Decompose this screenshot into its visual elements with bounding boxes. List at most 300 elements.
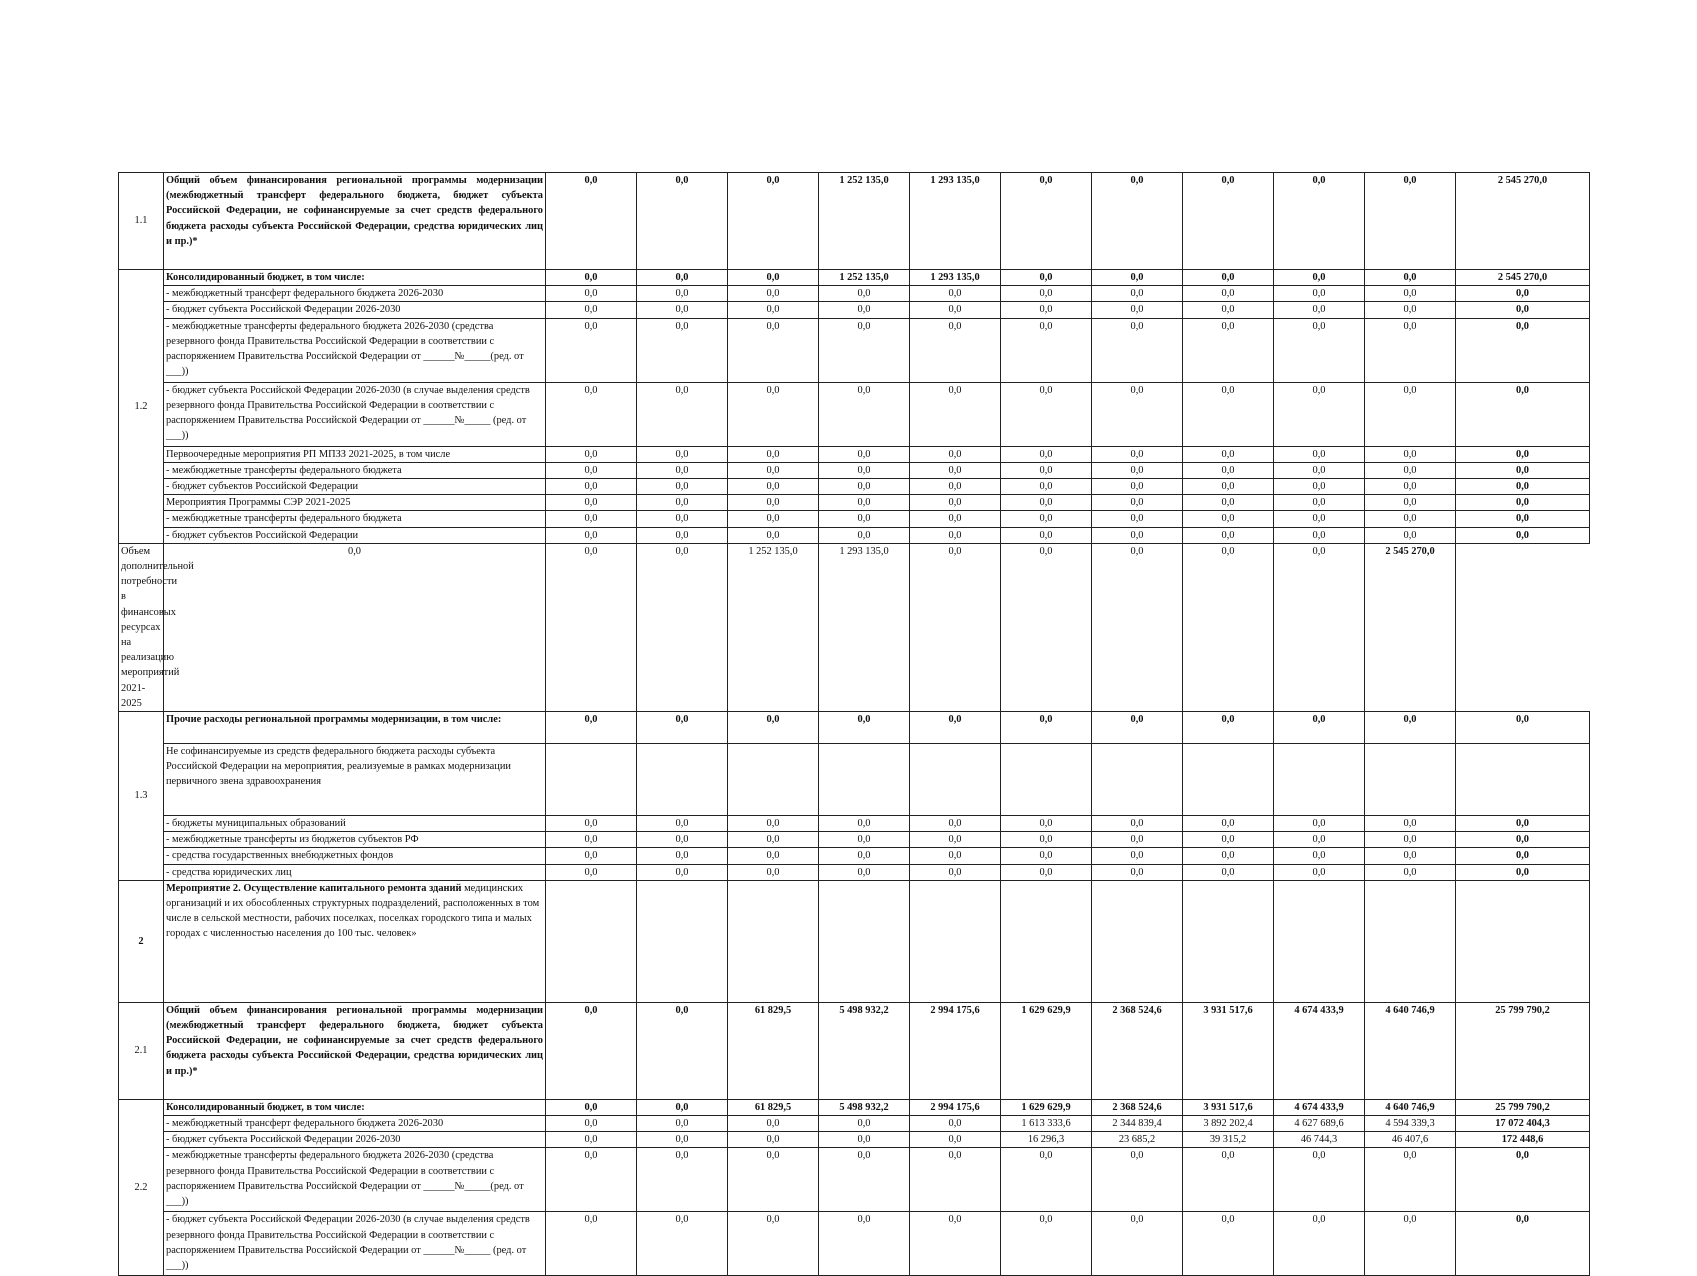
total-value-cell: 25 799 790,2	[1456, 1002, 1590, 1099]
year-value-cell: 0,0	[1001, 495, 1092, 511]
year-value-cell: 0,0	[1092, 712, 1183, 744]
year-value-cell: 0,0	[819, 446, 910, 462]
year-value-cell: 23 685,2	[1092, 1132, 1183, 1148]
year-value-cell: 0,0	[1365, 712, 1456, 744]
row-description-cell	[164, 864, 546, 880]
table-row	[119, 495, 1590, 511]
table-row	[119, 479, 1590, 495]
year-value-cell: 0,0	[1365, 286, 1456, 302]
row-description-text: - межбюджетные трансферты федерального бюджета	[166, 513, 402, 525]
year-value-cell: 0,0	[546, 832, 637, 848]
year-value-cell: 2 994 175,6	[910, 1002, 1001, 1099]
year-value-cell: 0,0	[819, 462, 910, 478]
table-row	[119, 1002, 1590, 1099]
row-description-text: - межбюджетные трансферты из бюджетов субъектов РФ	[166, 834, 419, 846]
row-description-cell	[164, 1116, 546, 1132]
year-value-cell: 0,0	[1183, 712, 1274, 744]
table-row	[119, 302, 1590, 318]
table-row	[119, 462, 1590, 478]
row-description-cell	[164, 816, 546, 832]
year-value-cell: 0,0	[1001, 1212, 1092, 1276]
year-value-cell: 0,0	[728, 832, 819, 848]
year-value-cell: 0,0	[546, 864, 637, 880]
row-description-text: Мероприятия Программы СЭР 2021-2025	[166, 497, 351, 509]
year-value-cell: 0,0	[1092, 479, 1183, 495]
year-value-cell: 0,0	[1001, 712, 1092, 744]
row-description-lead: Общий объем финансирования	[166, 175, 327, 186]
year-value-cell: 0,0	[819, 864, 910, 880]
year-value-cell: 0,0	[637, 302, 728, 318]
year-value-cell: 0,0	[637, 1148, 728, 1212]
year-value-cell: 0,0	[910, 712, 1001, 744]
year-value-cell: 0,0	[1183, 1212, 1274, 1276]
year-value-cell: 0,0	[819, 712, 910, 744]
row-description-text: - межбюджетные трансферты федерального бюджета 2026-2030 (средства резервного фонда Правительства Российской Федерации в соответствии с распоряжением Правительства Российской Федерации от ______№_____(ред. от ___))	[166, 1150, 524, 1208]
year-value-cell: 0,0	[546, 446, 637, 462]
year-value-cell: 4 674 433,9	[1274, 1002, 1365, 1099]
year-value-cell: 0,0	[546, 1132, 637, 1148]
year-value-cell	[546, 744, 637, 816]
year-value-cell: 0,0	[1365, 848, 1456, 864]
year-value-cell: 0,0	[637, 479, 728, 495]
year-value-cell: 4 594 339,3	[1365, 1116, 1456, 1132]
year-value-cell: 0,0	[1274, 832, 1365, 848]
year-value-cell: 0,0	[1365, 1212, 1456, 1276]
year-value-cell: 0,0	[910, 286, 1001, 302]
row-number-cell: 1.3	[119, 712, 164, 881]
year-value-cell: 0,0	[910, 864, 1001, 880]
year-value-cell: 0,0	[1001, 511, 1092, 527]
year-value-cell	[1183, 744, 1274, 816]
row-description-text: Первоочередные мероприятия РП МПЗЗ 2021-2025, в том числе	[166, 448, 451, 460]
table-row	[119, 1132, 1590, 1148]
row-description-text: - бюджет субъектов Российской Федерации	[166, 481, 359, 493]
row-description-cell	[164, 511, 546, 527]
year-value-cell: 0,0	[1365, 1148, 1456, 1212]
year-value-cell: 0,0	[1274, 286, 1365, 302]
row-description-cell	[164, 302, 546, 318]
table-row	[119, 1212, 1590, 1276]
year-value-cell: 0,0	[164, 543, 546, 711]
row-description-text: региональной программы модернизации (межбюджетный трансферт федерального бюджета, бюджет субъекта Российской Федерации, не софинансируемые за счет средств федерального бюджета расходы субъекта Российской Федерации, средства юридических лиц и пр.)*	[166, 175, 543, 247]
year-value-cell: 0,0	[1092, 848, 1183, 864]
year-value-cell: 0,0	[819, 1116, 910, 1132]
row-description-cell	[164, 848, 546, 864]
year-value-cell: 0,0	[1365, 495, 1456, 511]
year-value-cell: 0,0	[910, 446, 1001, 462]
row-description-cell	[164, 270, 546, 286]
year-value-cell: 0,0	[1365, 302, 1456, 318]
year-value-cell: 0,0	[910, 511, 1001, 527]
year-value-cell: 61 829,5	[728, 1099, 819, 1115]
total-value-cell: 0,0	[1456, 382, 1590, 446]
year-value-cell: 0,0	[1092, 462, 1183, 478]
year-value-cell: 0,0	[819, 1212, 910, 1276]
row-description-text: - межбюджетные трансферты федерального бюджета 2026-2030 (средства резервного фонда Правительства Российской Федерации в соответствии с распоряжением Правительства Российской Федерации от ______№_____(ред. от ___))	[166, 320, 524, 378]
year-value-cell: 0,0	[637, 543, 728, 711]
year-value-cell: 0,0	[1183, 270, 1274, 286]
row-description-cell	[164, 1099, 546, 1115]
total-value-cell: 17 072 404,3	[1456, 1116, 1590, 1132]
year-value-cell: 0,0	[546, 302, 637, 318]
year-value-cell: 0,0	[819, 382, 910, 446]
year-value-cell: 0,0	[728, 864, 819, 880]
row-description-text: - бюджет субъекта Российской Федерации 2026-2030	[166, 1134, 401, 1146]
row-description-cell	[164, 1132, 546, 1148]
year-value-cell: 0,0	[637, 527, 728, 543]
row-description-cell	[164, 446, 546, 462]
total-value-cell: 0,0	[1456, 712, 1590, 744]
year-value-cell: 0,0	[1365, 832, 1456, 848]
row-description-text: - межбюджетный трансферт федерального бюджета 2026-2030	[166, 1118, 444, 1130]
row-description-cell	[164, 1212, 546, 1276]
total-value-cell	[1456, 744, 1590, 816]
year-value-cell: 0,0	[1092, 816, 1183, 832]
year-value-cell: 0,0	[910, 479, 1001, 495]
year-value-cell: 0,0	[1274, 446, 1365, 462]
year-value-cell: 1 293 135,0	[819, 543, 910, 711]
year-value-cell: 0,0	[1183, 318, 1274, 382]
row-number-cell: 2.1	[119, 1002, 164, 1099]
row-description-cell	[164, 527, 546, 543]
year-value-cell: 0,0	[910, 816, 1001, 832]
year-value-cell: 0,0	[1274, 173, 1365, 270]
table-row	[119, 1099, 1590, 1115]
year-value-cell: 0,0	[728, 286, 819, 302]
year-value-cell: 0,0	[728, 511, 819, 527]
year-value-cell: 3 931 517,6	[1183, 1099, 1274, 1115]
year-value-cell	[637, 880, 728, 1002]
year-value-cell: 0,0	[728, 462, 819, 478]
row-description-text: Объем дополнительной потребности в финансовых ресурсах на реализацию мероприятий 2021-2025	[121, 545, 194, 709]
total-value-cell: 0,0	[1456, 286, 1590, 302]
total-value-cell: 0,0	[1456, 1148, 1590, 1212]
row-number-cell: 2.2	[119, 1099, 164, 1276]
year-value-cell: 4 640 746,9	[1365, 1002, 1456, 1099]
year-value-cell: 0,0	[728, 1212, 819, 1276]
table-body	[119, 173, 1590, 1276]
year-value-cell	[1001, 880, 1092, 1002]
year-value-cell: 0,0	[1183, 173, 1274, 270]
year-value-cell: 0,0	[1365, 527, 1456, 543]
total-value-cell: 0,0	[1456, 527, 1590, 543]
year-value-cell: 0,0	[637, 864, 728, 880]
year-value-cell: 0,0	[1274, 302, 1365, 318]
year-value-cell: 0,0	[1001, 848, 1092, 864]
total-value-cell: 0,0	[1456, 318, 1590, 382]
row-description-text: - бюджет субъекта Российской Федерации 2026-2030 (в случае выделения средств резервного фонда Правительства Российской Федерации в соответствии с распоряжением Правительства Российской Федерации от ______№_____ (ред. от ___))	[166, 1214, 530, 1272]
year-value-cell: 3 931 517,6	[1183, 1002, 1274, 1099]
year-value-cell: 0,0	[1274, 864, 1365, 880]
year-value-cell: 0,0	[546, 527, 637, 543]
year-value-cell: 0,0	[1001, 1148, 1092, 1212]
year-value-cell: 0,0	[910, 527, 1001, 543]
year-value-cell: 16 296,3	[1001, 1132, 1092, 1148]
total-value-cell: 0,0	[1456, 832, 1590, 848]
table-row	[119, 318, 1590, 382]
year-value-cell: 0,0	[1001, 446, 1092, 462]
year-value-cell: 0,0	[728, 446, 819, 462]
year-value-cell	[819, 880, 910, 1002]
total-value-cell: 0,0	[1456, 446, 1590, 462]
year-value-cell: 0,0	[1274, 511, 1365, 527]
total-value-cell: 0,0	[1456, 495, 1590, 511]
row-description-lead: Общий объем финансирования	[166, 1004, 327, 1016]
year-value-cell: 0,0	[1001, 286, 1092, 302]
year-value-cell: 0,0	[546, 1099, 637, 1115]
year-value-cell: 0,0	[546, 382, 637, 446]
year-value-cell: 0,0	[1274, 527, 1365, 543]
year-value-cell: 0,0	[637, 1116, 728, 1132]
year-value-cell: 0,0	[728, 816, 819, 832]
row-description-cell	[164, 1002, 546, 1099]
table-row	[119, 270, 1590, 286]
year-value-cell: 0,0	[910, 302, 1001, 318]
financing-table	[118, 172, 1590, 1276]
year-value-cell: 0,0	[637, 712, 728, 744]
row-description-cell	[164, 832, 546, 848]
year-value-cell: 0,0	[1365, 462, 1456, 478]
year-value-cell: 0,0	[637, 1132, 728, 1148]
year-value-cell: 1 629 629,9	[1001, 1002, 1092, 1099]
year-value-cell: 0,0	[546, 286, 637, 302]
total-value-cell: 0,0	[1456, 462, 1590, 478]
year-value-cell: 0,0	[728, 302, 819, 318]
year-value-cell: 0,0	[728, 382, 819, 446]
total-value-cell: 0,0	[1456, 302, 1590, 318]
year-value-cell: 0,0	[1001, 543, 1092, 711]
table-row	[119, 1148, 1590, 1212]
year-value-cell	[637, 744, 728, 816]
year-value-cell: 0,0	[546, 543, 637, 711]
year-value-cell: 0,0	[1274, 712, 1365, 744]
year-value-cell: 0,0	[637, 1002, 728, 1099]
year-value-cell: 0,0	[546, 511, 637, 527]
year-value-cell: 0,0	[819, 302, 910, 318]
year-value-cell: 1 293 135,0	[910, 173, 1001, 270]
year-value-cell: 0,0	[728, 173, 819, 270]
year-value-cell: 0,0	[1001, 462, 1092, 478]
total-value-cell	[1456, 880, 1590, 1002]
year-value-cell: 5 498 932,2	[819, 1002, 910, 1099]
year-value-cell: 0,0	[1092, 446, 1183, 462]
year-value-cell	[910, 744, 1001, 816]
year-value-cell: 0,0	[819, 511, 910, 527]
year-value-cell: 0,0	[1092, 318, 1183, 382]
year-value-cell: 5 498 932,2	[819, 1099, 910, 1115]
year-value-cell: 0,0	[1274, 270, 1365, 286]
year-value-cell: 0,0	[1274, 543, 1365, 711]
table-row	[119, 832, 1590, 848]
year-value-cell: 0,0	[1092, 543, 1183, 711]
year-value-cell: 0,0	[1365, 446, 1456, 462]
year-value-cell: 0,0	[910, 543, 1001, 711]
year-value-cell: 0,0	[1274, 1148, 1365, 1212]
year-value-cell: 0,0	[819, 816, 910, 832]
year-value-cell: 0,0	[728, 1132, 819, 1148]
table-row	[119, 816, 1590, 832]
year-value-cell: 0,0	[637, 270, 728, 286]
row-description-text: - бюджет субъекта Российской Федерации 2026-2030 (в случае выделения средств резервного фонда Правительства Российской Федерации в соответствии с распоряжением Правительства Российской Федерации от ______№_____ (ред. от ___))	[166, 384, 530, 442]
year-value-cell: 0,0	[1092, 495, 1183, 511]
row-description-cell	[164, 382, 546, 446]
year-value-cell: 0,0	[1183, 543, 1274, 711]
year-value-cell: 1 252 135,0	[728, 543, 819, 711]
year-value-cell: 0,0	[1183, 511, 1274, 527]
year-value-cell: 0,0	[1365, 864, 1456, 880]
row-description-cell	[164, 286, 546, 302]
year-value-cell: 0,0	[910, 1212, 1001, 1276]
year-value-cell: 0,0	[546, 1148, 637, 1212]
year-value-cell: 0,0	[546, 270, 637, 286]
year-value-cell: 0,0	[546, 1116, 637, 1132]
year-value-cell: 0,0	[637, 495, 728, 511]
row-description-text: Прочие расходы региональной программы модернизации, в том числе:	[166, 714, 502, 726]
year-value-cell: 0,0	[546, 1212, 637, 1276]
year-value-cell: 0,0	[1092, 382, 1183, 446]
year-value-cell: 0,0	[728, 1116, 819, 1132]
year-value-cell: 1 293 135,0	[910, 270, 1001, 286]
year-value-cell: 0,0	[1001, 382, 1092, 446]
year-value-cell: 0,0	[728, 495, 819, 511]
year-value-cell: 0,0	[910, 495, 1001, 511]
table-row	[119, 848, 1590, 864]
total-value-cell: 0,0	[1456, 864, 1590, 880]
total-value-cell: 25 799 790,2	[1456, 1099, 1590, 1115]
year-value-cell: 1 252 135,0	[819, 173, 910, 270]
row-description-cell	[164, 712, 546, 744]
year-value-cell: 0,0	[637, 382, 728, 446]
year-value-cell: 0,0	[546, 816, 637, 832]
year-value-cell: 1 613 333,6	[1001, 1116, 1092, 1132]
year-value-cell: 0,0	[1365, 511, 1456, 527]
year-value-cell	[1092, 744, 1183, 816]
table-row	[119, 511, 1590, 527]
year-value-cell: 0,0	[1092, 864, 1183, 880]
year-value-cell: 2 994 175,6	[910, 1099, 1001, 1115]
year-value-cell: 0,0	[1183, 302, 1274, 318]
year-value-cell: 0,0	[728, 318, 819, 382]
year-value-cell: 0,0	[637, 446, 728, 462]
row-number-cell: 1.2	[119, 270, 164, 544]
year-value-cell: 4 674 433,9	[1274, 1099, 1365, 1115]
total-value-cell: 0,0	[1456, 1212, 1590, 1276]
table-row	[119, 1116, 1590, 1132]
row-description-cell	[164, 479, 546, 495]
total-value-cell: 0,0	[1456, 479, 1590, 495]
year-value-cell: 0,0	[1183, 527, 1274, 543]
row-description-cell	[164, 495, 546, 511]
year-value-cell	[546, 880, 637, 1002]
year-value-cell: 0,0	[1183, 848, 1274, 864]
total-value-cell: 0,0	[1456, 511, 1590, 527]
year-value-cell: 0,0	[1001, 816, 1092, 832]
table-row	[119, 864, 1590, 880]
year-value-cell	[819, 744, 910, 816]
row-description-cell	[119, 543, 194, 711]
row-description-cell	[164, 173, 546, 270]
year-value-cell: 0,0	[1183, 495, 1274, 511]
total-value-cell: 0,0	[1456, 848, 1590, 864]
year-value-cell: 46 744,3	[1274, 1132, 1365, 1148]
year-value-cell: 0,0	[910, 1132, 1001, 1148]
year-value-cell: 0,0	[1092, 286, 1183, 302]
year-value-cell: 0,0	[1183, 286, 1274, 302]
year-value-cell: 0,0	[637, 1212, 728, 1276]
year-value-cell: 0,0	[1092, 173, 1183, 270]
year-value-cell: 0,0	[1092, 1148, 1183, 1212]
table-row	[119, 744, 1590, 816]
year-value-cell: 0,0	[819, 495, 910, 511]
year-value-cell	[728, 880, 819, 1002]
year-value-cell: 0,0	[1365, 318, 1456, 382]
year-value-cell: 0,0	[728, 848, 819, 864]
year-value-cell: 0,0	[819, 479, 910, 495]
year-value-cell: 0,0	[910, 848, 1001, 864]
row-description-cell	[164, 318, 546, 382]
year-value-cell: 0,0	[819, 286, 910, 302]
year-value-cell	[1365, 880, 1456, 1002]
year-value-cell: 0,0	[1183, 462, 1274, 478]
row-description-text: - средства юридических лиц	[166, 866, 292, 878]
year-value-cell: 0,0	[546, 318, 637, 382]
year-value-cell: 0,0	[637, 816, 728, 832]
row-description-cell	[164, 880, 546, 1002]
year-value-cell: 0,0	[728, 270, 819, 286]
year-value-cell	[1092, 880, 1183, 1002]
year-value-cell	[1274, 880, 1365, 1002]
year-value-cell: 0,0	[637, 848, 728, 864]
row-description-text: - межбюджетные трансферты федерального бюджета	[166, 464, 402, 476]
total-value-cell: 2 545 270,0	[1365, 543, 1456, 711]
year-value-cell: 1 252 135,0	[819, 270, 910, 286]
year-value-cell: 0,0	[819, 832, 910, 848]
year-value-cell: 0,0	[910, 462, 1001, 478]
row-description-text: Консолидированный бюджет, в том числе:	[166, 272, 365, 283]
row-number-cell: 1.1	[119, 173, 164, 270]
year-value-cell: 0,0	[637, 318, 728, 382]
year-value-cell: 0,0	[1365, 270, 1456, 286]
year-value-cell: 0,0	[546, 848, 637, 864]
year-value-cell: 0,0	[1092, 511, 1183, 527]
year-value-cell: 4 627 689,6	[1274, 1116, 1365, 1132]
year-value-cell: 0,0	[546, 479, 637, 495]
year-value-cell: 0,0	[1092, 1212, 1183, 1276]
year-value-cell: 0,0	[1365, 173, 1456, 270]
year-value-cell: 0,0	[1365, 816, 1456, 832]
year-value-cell: 0,0	[546, 712, 637, 744]
year-value-cell: 0,0	[1183, 832, 1274, 848]
year-value-cell: 0,0	[728, 527, 819, 543]
row-description-lead: Мероприятие 2. Осуществление капитального ремонта зданий	[166, 882, 462, 894]
year-value-cell: 2 368 524,6	[1092, 1002, 1183, 1099]
year-value-cell	[1274, 744, 1365, 816]
year-value-cell: 1 629 629,9	[1001, 1099, 1092, 1115]
year-value-cell: 0,0	[637, 286, 728, 302]
total-value-cell: 172 448,6	[1456, 1132, 1590, 1148]
year-value-cell: 0,0	[910, 832, 1001, 848]
row-description-cell	[164, 1148, 546, 1212]
year-value-cell: 61 829,5	[728, 1002, 819, 1099]
year-value-cell: 0,0	[1183, 382, 1274, 446]
year-value-cell: 0,0	[546, 462, 637, 478]
year-value-cell: 0,0	[1001, 479, 1092, 495]
row-number-cell: 2	[119, 880, 164, 1002]
year-value-cell: 0,0	[1092, 302, 1183, 318]
year-value-cell: 4 640 746,9	[1365, 1099, 1456, 1115]
year-value-cell: 0,0	[1365, 479, 1456, 495]
table-row	[119, 712, 1590, 744]
